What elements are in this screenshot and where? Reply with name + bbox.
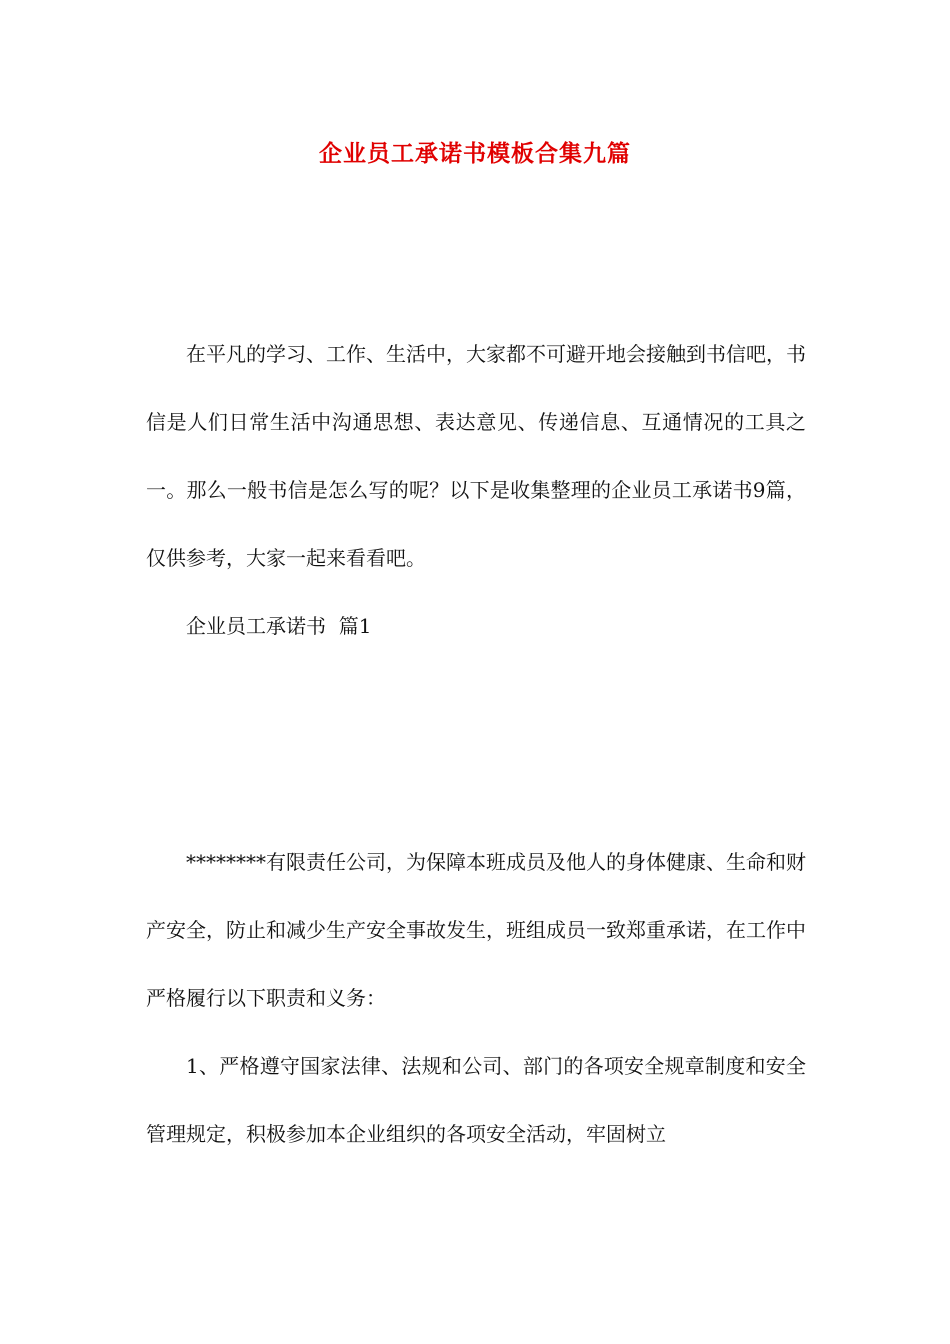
section-heading: 企业员工承诺书 篇1 [186,614,372,638]
body-paragraph-2: 1、严格遵守国家法律、法规和公司、部门的各项安全规章制度和安全管理规定，积极参加本企业组织的各项安全活动，牢固树立 [146,1054,806,1146]
body-block [146,828,806,1168]
document-title: 企业员工承诺书模板合集九篇 [319,140,631,167]
body-paragraph-1: ********有限责任公司，为保障本班成员及他人的身体健康、生命和财产安全，防止和减少生产安全事故发生，班组成员一致郑重承诺，在工作中严格履行以下职责和义务： [146,850,806,1010]
intro-paragraph: 在平凡的学习、工作、生活中，大家都不可避开地会接触到书信吧，书信是人们日常生活中沟通思想、表达意见、传递信息、互通情况的工具之一。那么一般书信是怎么写的呢？以下是收集整理的企业员工承诺书9篇，仅供参考，大家一起来看看吧。 [146,342,806,570]
intro-block [146,320,806,660]
